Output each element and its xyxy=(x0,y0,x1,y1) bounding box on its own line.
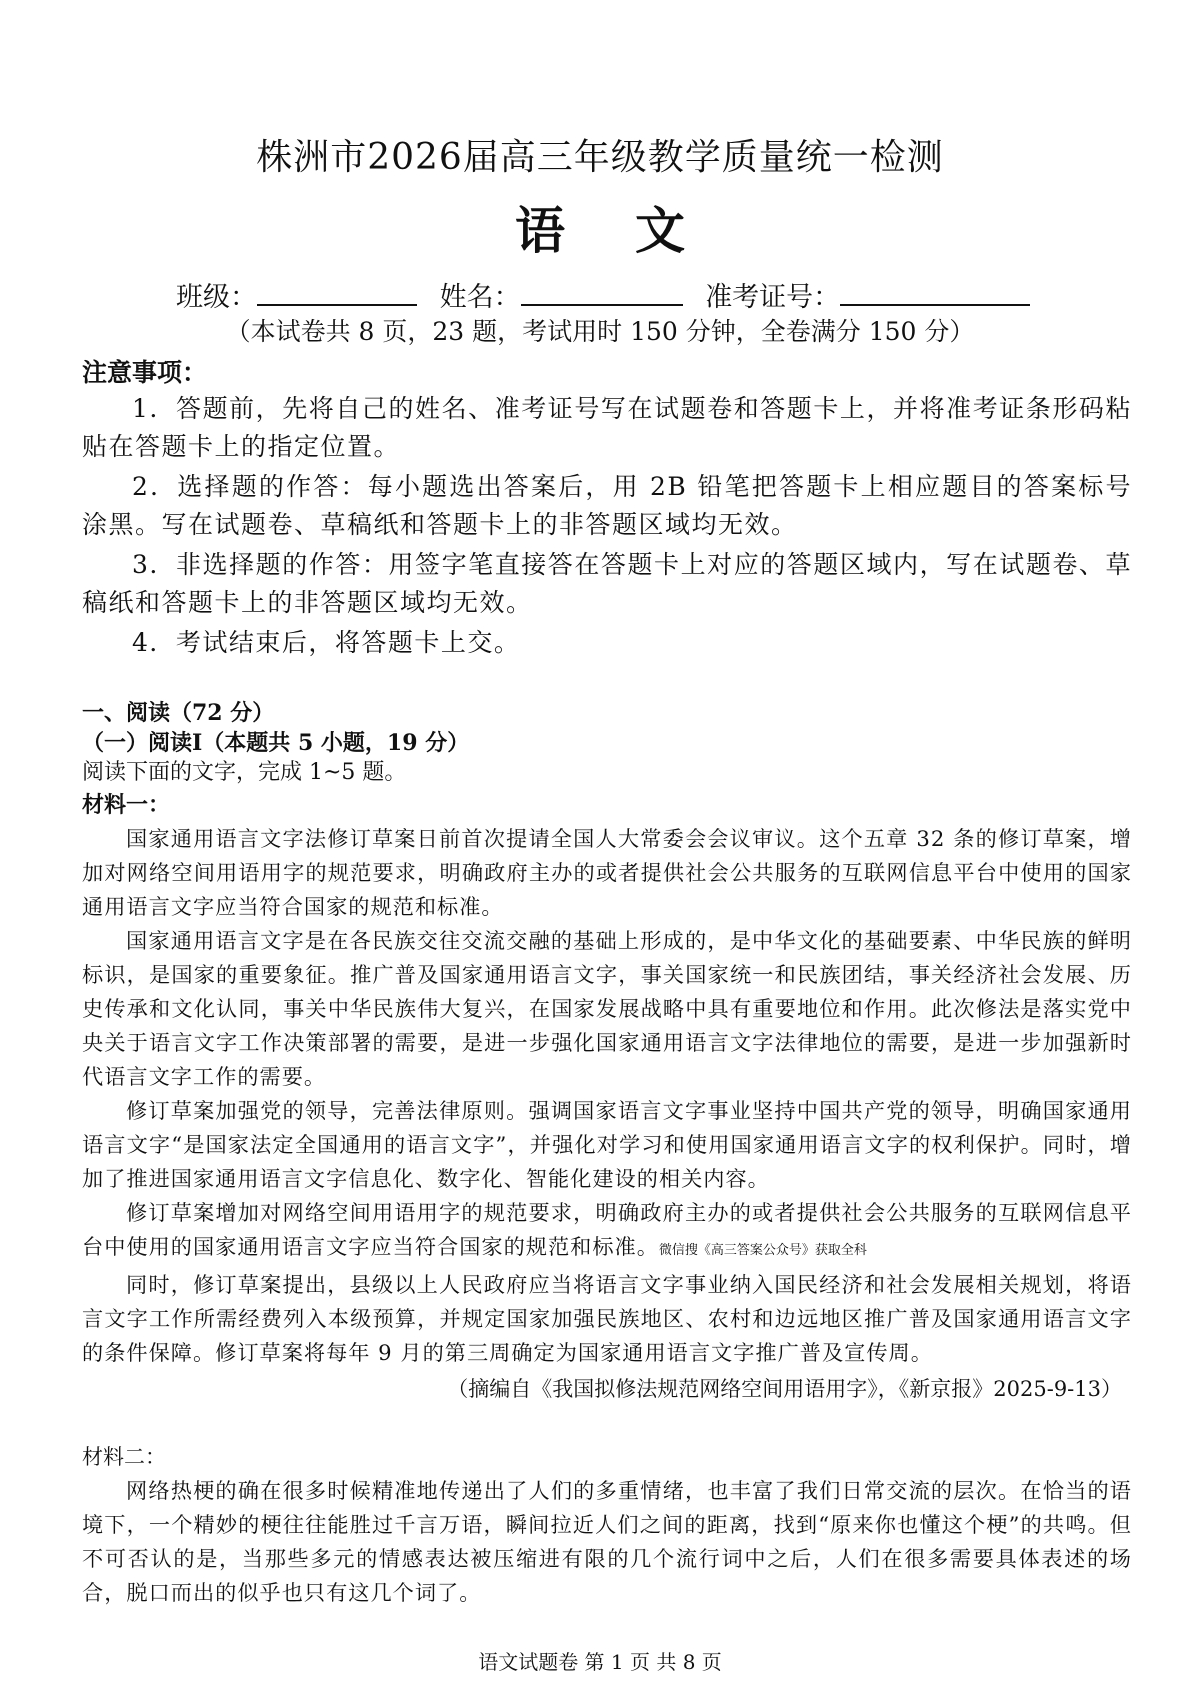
paragraph: 国家通用语言文字法修订草案日前首次提请全国人大常委会会议审议。这个五章 32 条的修订草案，增加对网络空间用语用字的规范要求，明确政府主办的或者提供社会公共服务的互联网信息平台中使用的国家通用语言文字应当符合国家的规范和标准。 xyxy=(82,826,1132,919)
paragraph xyxy=(82,1196,1132,1268)
class-blank xyxy=(257,278,417,306)
page-footer: 语文试题卷 第 1 页 共 8 页 xyxy=(478,1650,722,1674)
paragraph: 国家通用语言文字是在各民族交往交流交融的基础上形成的，是中华文化的基础要素、中华民族的鲜明标识，是国家的重要象征。推广普及国家通用语言文字，事关国家统一和民族团结，事关经济社会发展、历史传承和文化认同，事关中华民族伟大复兴，在国家发展战略中具有重要地位和作用。此次修法是落实党中央关于语言文字工作决策部署的需要，是进一步强化国家通用语言文字法律地位的需要，是进一步加强新时代语言文字工作的需要。 xyxy=(82,928,1132,1089)
notice-item: 4．考试结束后，将答题卡上交。 xyxy=(132,628,521,657)
exam-info: （本试卷共 8 页，23 题，考试用时 150 分钟，全卷满分 150 分） xyxy=(225,317,975,346)
subject-title: 语文 xyxy=(515,201,755,260)
notice-heading: 注意事项： xyxy=(82,358,208,387)
material-1-body xyxy=(82,822,1132,1370)
notice-item: 3．非选择题的作答：用签字笔直接答在答题卡上对应的答题区域内，写在试题卷、草稿纸和答题卡上的非答题区域均无效。 xyxy=(82,550,1132,617)
notice-item: 2．选择题的作答：每小题选出答案后，用 2B 铅笔把答题卡上相应题目的答案标号涂黑。写在试题卷、草稿纸和答题卡上的非答题区域均无效。 xyxy=(82,472,1132,539)
name-label: 姓名： xyxy=(439,282,521,313)
ticket-number-blank xyxy=(840,278,1030,306)
name-blank xyxy=(521,278,683,306)
watermark-note: 微信搜《高三答案公众号》获取全科 xyxy=(658,1243,867,1258)
material-1-label: 材料一： xyxy=(82,792,171,818)
material-2-label: 材料二： xyxy=(82,1445,166,1469)
paragraph: 同时，修订草案提出，县级以上人民政府应当将语言文字事业纳入国民经济和社会发展相关规划，将语言文字工作所需经费列入本级预算，并规定国家加强民族地区、农村和边远地区推广普及国家通用语言文字的条件保障。修订草案将每年 9 月的第三周确定为国家通用语言文字推广普及宣传周。 xyxy=(82,1272,1132,1365)
class-label: 班级： xyxy=(176,282,257,313)
material-1-source: （摘编自《我国拟修法规范网络空间用语用字》，《新京报》2025-9-13） xyxy=(447,1377,1122,1401)
material-2-body xyxy=(82,1474,1132,1610)
section-heading: 一、阅读（72 分） xyxy=(82,700,275,726)
notice-list xyxy=(82,390,1132,662)
ticket-number-label: 准考证号： xyxy=(705,282,841,313)
paragraph: 网络热梗的确在很多时候精准地传递出了人们的多重情绪，也丰富了我们日常交流的层次。在恰当的语境下，一个精妙的梗往往能胜过千言万语，瞬间拉近人们之间的距离，找到“原来你也懂这个梗”的共鸣。但不可否认的是，当那些多元的情感表达被压缩进有限的几个流行词中之后，人们在很多需要具体表述的场合，脱口而出的似乎也只有这几个词了。 xyxy=(82,1478,1132,1605)
student-info-fields xyxy=(176,278,1076,316)
paragraph-text: 修订草案增加对网络空间用语用字的规范要求，明确政府主办的或者提供社会公共服务的互联网信息平台中使用的国家通用语言文字应当符合国家的规范和标准。 xyxy=(82,1200,1132,1259)
subsection-heading: （一）阅读Ⅰ（本题共 5 小题，19 分） xyxy=(82,730,470,756)
paragraph: 修订草案加强党的领导，完善法律原则。强调国家语言文字事业坚持中国共产党的领导，明确国家通用语言文字“是国家法定全国通用的语言文字”，并强化对学习和使用国家通用语言文字的权利保护。同时，增加了推进国家通用语言文字信息化、数字化、智能化建设的相关内容。 xyxy=(82,1098,1132,1191)
notice-item: 1．答题前，先将自己的姓名、准考证号写在试题卷和答题卡上，并将准考证条形码粘贴在答题卡上的指定位置。 xyxy=(82,394,1132,461)
exam-title: 株洲市2026届高三年级教学质量统一检测 xyxy=(256,137,944,178)
instruction-text: 阅读下面的文字，完成 1~5 题。 xyxy=(82,760,407,785)
